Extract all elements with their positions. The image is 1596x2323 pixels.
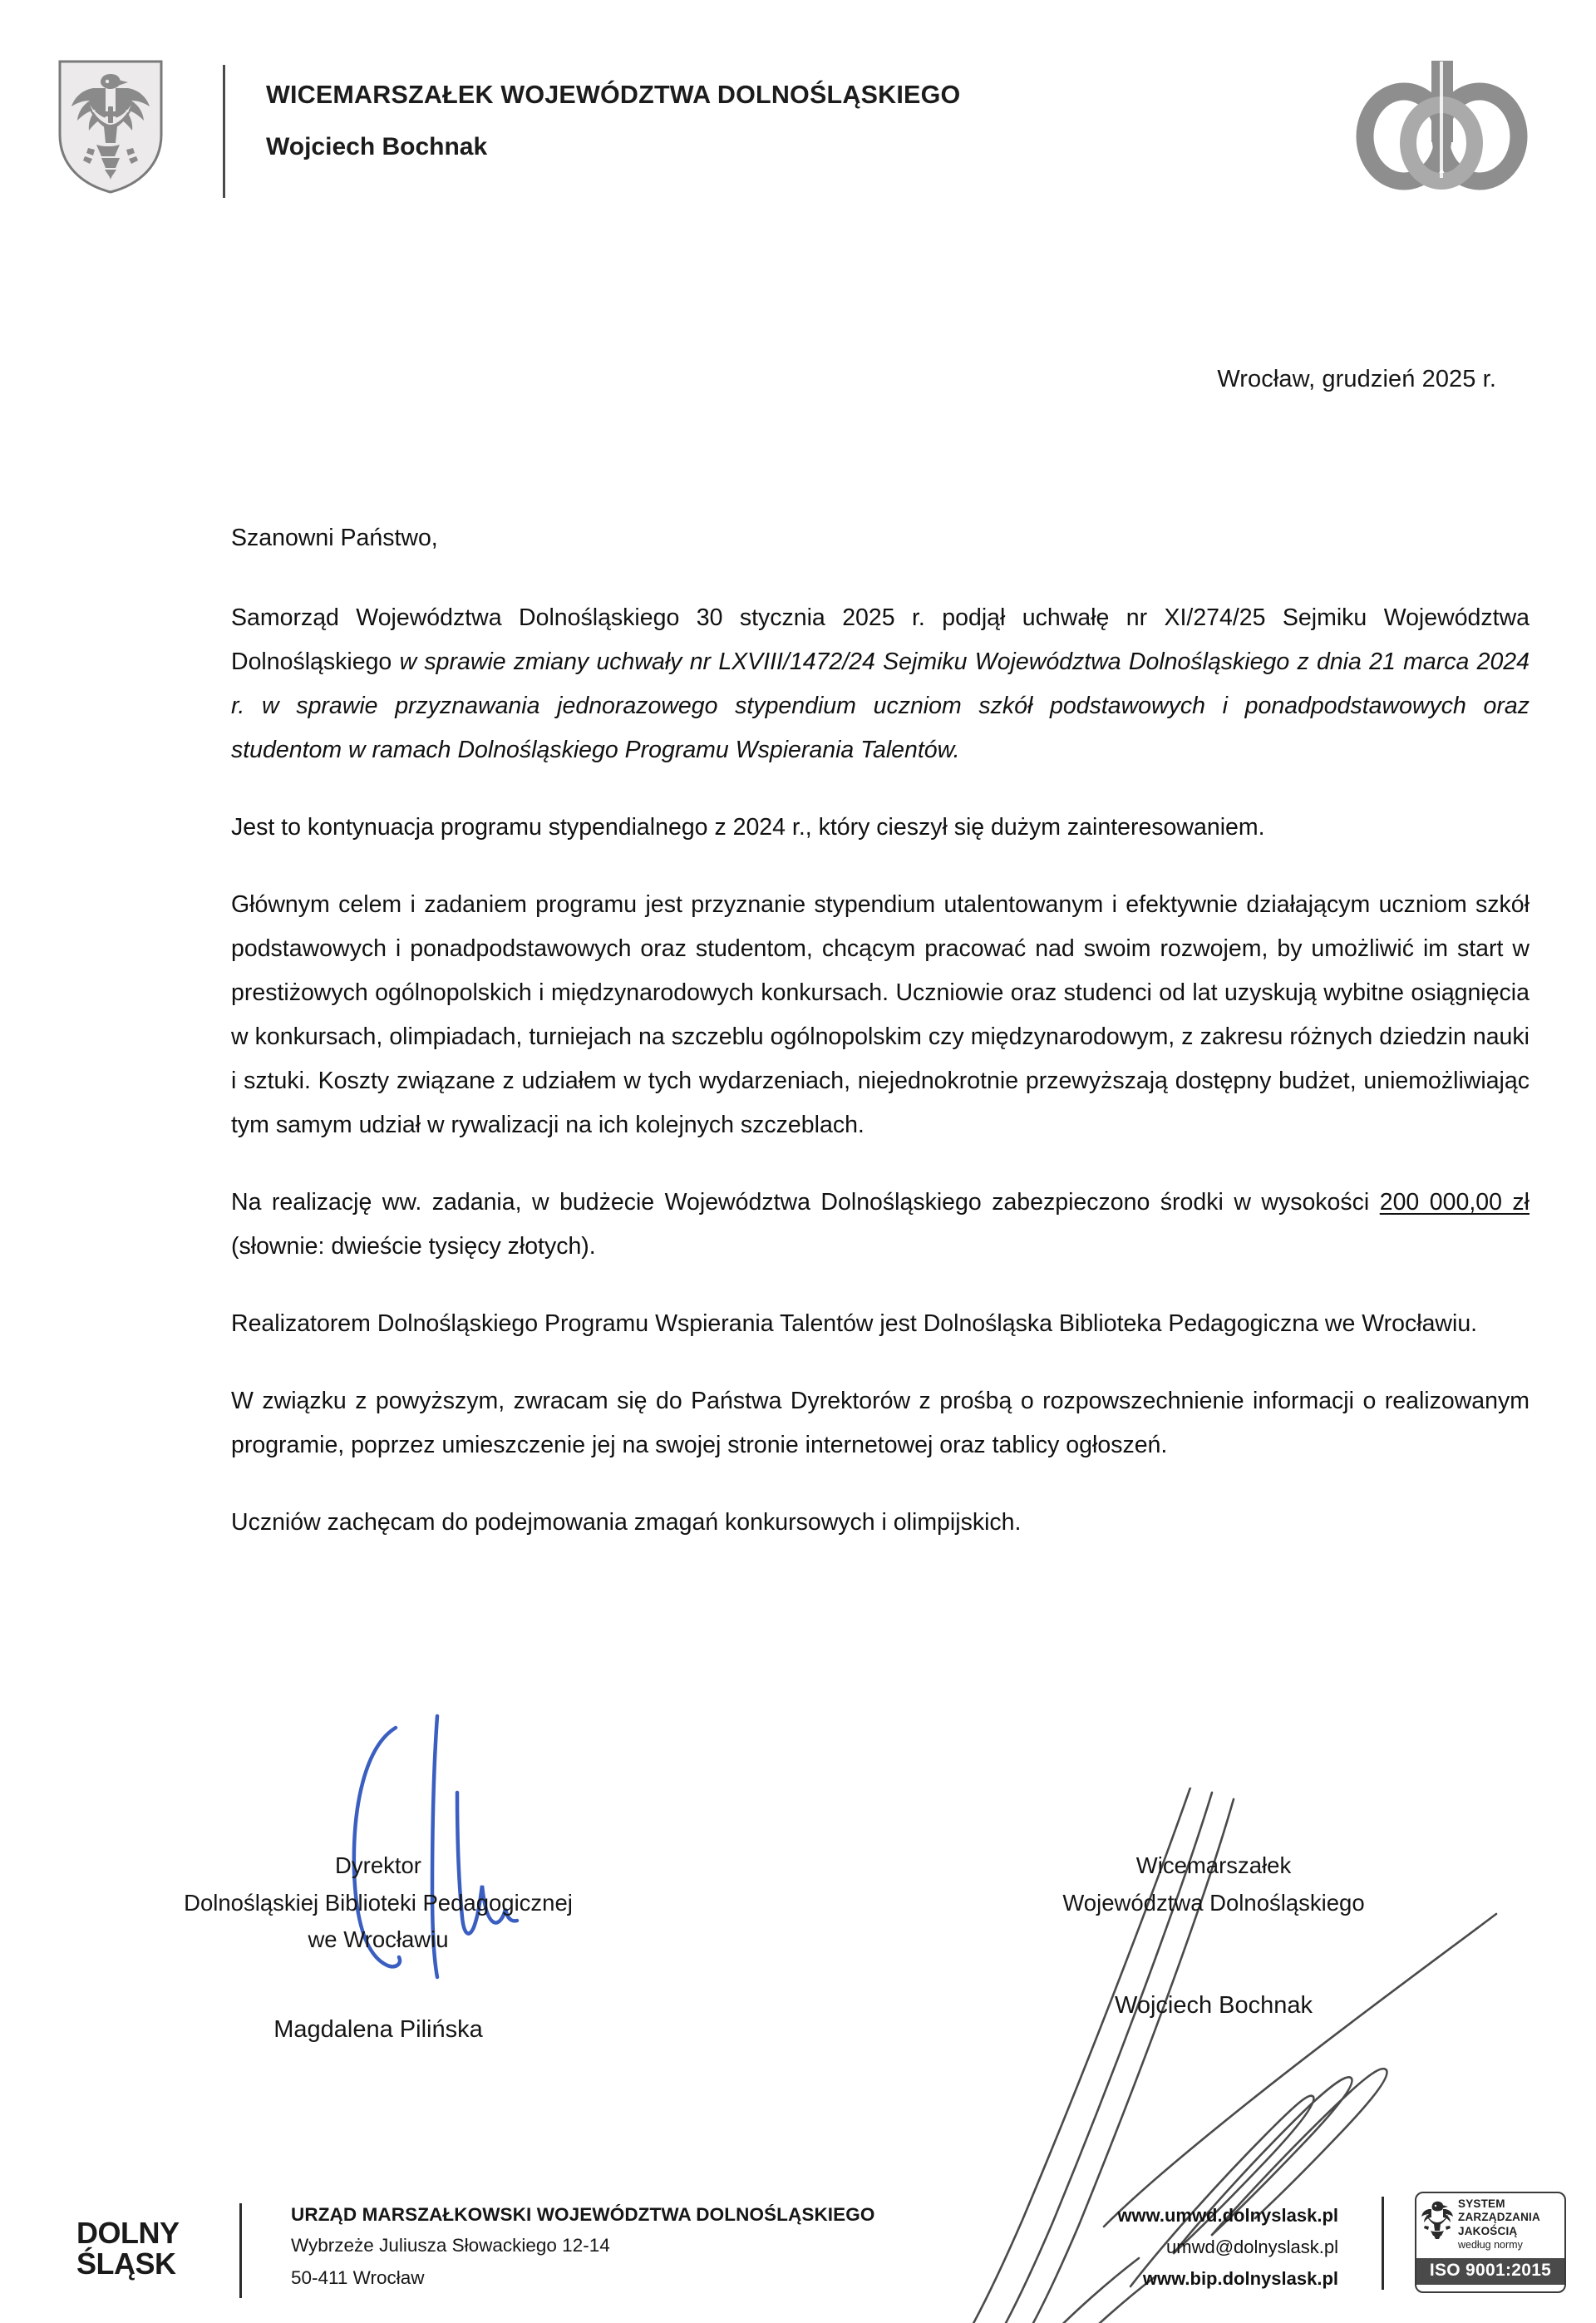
footer-street: Wybrzeże Juliusza Słowackiego 12-14 [291,2235,610,2256]
right-signature-name: Wojciech Bochnak [1114,1992,1313,2020]
footer-vertical-divider-right [1382,2197,1384,2290]
iso-certification-badge [1415,2192,1566,2293]
footer-address-block [291,2200,874,2294]
left-signature-name: Magdalena Pilińska [273,2015,483,2043]
header-vertical-divider [223,65,225,198]
footer-email-link[interactable]: umwd@dolnyslask.pl [1166,2236,1338,2257]
db-monogram-logo-icon [1352,43,1531,193]
letter-paragraph-5: Realizatorem Dolnośląskiego Programu Wspierania Talentów jest Dolnośląska Biblioteka Pedagogiczna we Wrocławiu. [231,1310,1478,1338]
left-signature-role-line-1: Dyrektor [335,1852,421,1878]
letter-paragraph-3: Głównym celem i zadaniem programu jest przyznanie stypendium utalentowanym i efektywnie działającym uczniom szkół podstawowych i ponadpodstawowych oraz studentom, chcącym pracować nad swoim rozwojem, by umożliwić im start w prestiżowych ogólnopolskich i międzynarodowych konkursach. Uczniowie oraz studenci od lat uzyskują wybitne osiągnięcia w konkursach, olimpiadach, turniejach na szczeblu ogólnopolskim czy międzynarodowym, z zakresu różnych dziedzin nauki i sztuki. Koszty związane z udziałem w tych wydarzeniach, niejednokrotnie przewyższają dostępny budżet, uniemożliwiając tym samym udział w rywalizacji na ich kolejnych szczeblach. [231,891,1530,1139]
iso-line-2: ZARZĄDZANIA [1458,2211,1540,2224]
header-title-block [266,80,1222,162]
left-signature-role-line-3: we Wrocławiu [308,1926,449,1953]
signature-block-right [948,1847,1480,2025]
letter-greeting: Szanowni Państwo, [231,525,438,551]
iso-line-3: JAKOŚCIĄ [1458,2224,1518,2237]
letter-date: Wrocław, grudzień 2025 r. [1217,366,1496,392]
letter-body [231,520,1530,1545]
document-footer [0,2185,1596,2323]
footer-vertical-divider-left [239,2203,242,2298]
paragraph-1-run-2-italic: w sprawie zmiany uchwały nr LXVIII/1472/24 Sejmiku Województwa Dolnośląskiego z dnia 21 marca 2024 r. w sprawie przyznawania jednorazowego stypendium uczniom szkół podstawowych i ponadpodstawowych oraz studentom w ramach Dolnośląskiego Programu Wspierania Talentów. [231,649,1530,764]
iso-line-4: według normy [1458,2239,1523,2251]
brand-line-2: ŚLĄSK [76,2246,176,2281]
footer-city: 50-411 Wrocław [291,2266,425,2288]
silesian-eagle-icon [1421,2201,1453,2239]
left-signature-role-line-2: Dolnośląskiej Biblioteki Pedagogicznej [184,1889,573,1916]
lower-silesia-eagle-crest-icon [57,58,165,195]
header-person-name: Wojciech Bochnak [266,132,488,160]
budget-amount: 200 000,00 zł [1379,1189,1530,1216]
letter-paragraph-1 [231,596,1530,772]
iso-line-1: SYSTEM [1458,2197,1505,2210]
signature-block-left [125,1847,632,2049]
footer-bip-link[interactable]: www.bip.dolnyslask.pl [1142,2267,1338,2289]
dolny-slask-brand-logo [76,2218,180,2279]
right-signature-role-line-2: Województwa Dolnośląskiego [1062,1889,1365,1916]
footer-organization: URZĄD MARSZAŁKOWSKI WOJEWÓDZTWA DOLNOŚLĄSKIEGO [291,2204,875,2225]
footer-website-link[interactable]: www.umwd.dolnyslask.pl [1117,2205,1338,2226]
right-signature-role-line-1: Wicemarszałek [1135,1852,1292,1878]
brand-line-1: DOLNY [76,2216,180,2250]
paragraph-4-run-3: (słownie: dwieście tysięcy złotych). [231,1233,596,1260]
letter-paragraph-2: Jest to kontynuacja programu stypendialnego z 2024 r., który cieszył się dużym zainteresowaniem. [231,814,1265,841]
page-title: WICEMARSZAŁEK WOJEWÓDZTWA DOLNOŚLĄSKIEGO [266,81,961,109]
letter-paragraph-7: Uczniów zachęcam do podejmowania zmagań konkursowych i olimpijskich. [231,1509,1022,1536]
letter-paragraph-6: W związku z powyższym, zwracam się do Państwa Dyrektorów z prośbą o rozpowszechnienie informacji o realizowanym programie, poprzez umieszczenie jej na swojej stronie internetowej oraz tablicy ogłoszeń. [231,1388,1530,1459]
paragraph-4-run-1: Na realizację ww. zadania, w budżecie Województwa Dolnośląskiego zabezpieczono środki w wysokości [231,1189,1380,1216]
paragraph-1-run-1: Samorząd Województwa Dolnośląskiego 30 stycznia 2025 r. podjął uchwałę nr XI/274/25 Sejmiku Województwa Dolnośląskiego [231,604,1530,676]
document-header [0,0,1596,299]
letter-paragraph-4 [231,1181,1530,1269]
footer-contact-block [1006,2200,1338,2294]
iso-standard-label: ISO 9001:2015 [1416,2258,1564,2285]
